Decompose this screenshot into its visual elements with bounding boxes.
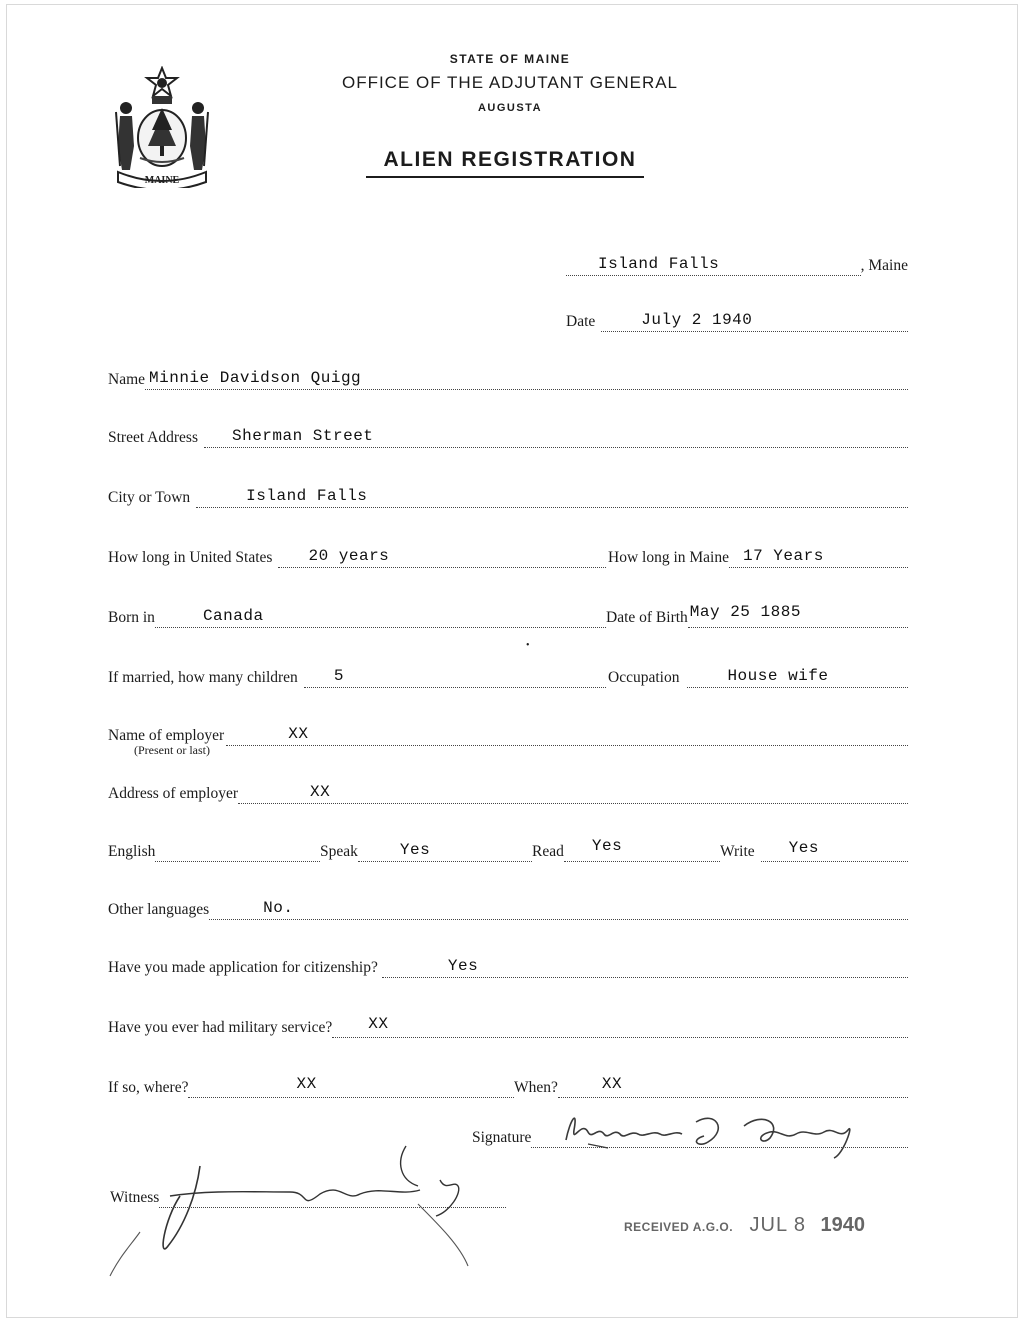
languages-label: Other languages — [108, 901, 210, 918]
witness-label: Witness — [110, 1189, 160, 1206]
city-label: City or Town — [108, 489, 191, 506]
born-label: Born in — [108, 609, 155, 626]
seal-label: MAINE — [144, 175, 180, 186]
military-row — [108, 1010, 908, 1038]
date-label: Date — [566, 313, 596, 330]
office-heading: OFFICE OF THE ADJUTANT GENERAL — [341, 73, 679, 92]
name-field[interactable] — [145, 367, 908, 390]
dob-value: May 25 1885 — [689, 603, 801, 621]
form-title: ALIEN REGISTRATION — [383, 148, 637, 171]
ink-dot: • — [526, 640, 530, 651]
where-row — [108, 1070, 514, 1098]
languages-row — [108, 892, 908, 920]
employer-address-row — [108, 776, 908, 804]
signature-label: Signature — [472, 1129, 532, 1146]
employer-row — [108, 718, 908, 746]
date-row — [566, 304, 908, 332]
us-duration-row — [108, 540, 606, 568]
write-label: Write — [720, 843, 755, 860]
children-row — [108, 660, 606, 688]
when-value: XX — [601, 1075, 623, 1093]
stamp-received: RECEIVED A.G.O. — [624, 1220, 734, 1234]
name-value: Minnie Davidson Quigg — [149, 369, 362, 387]
citizenship-row — [108, 950, 908, 978]
when-field[interactable] — [558, 1075, 908, 1098]
write-value: Yes — [788, 839, 819, 857]
children-value: 5 — [333, 667, 344, 685]
write-field[interactable] — [761, 839, 908, 862]
english-row — [108, 834, 320, 862]
employer-field[interactable] — [226, 723, 908, 746]
write-row — [720, 834, 908, 862]
born-field[interactable] — [155, 605, 606, 628]
signature-image — [548, 1100, 868, 1164]
children-field[interactable] — [304, 665, 606, 688]
date-field[interactable] — [601, 309, 908, 332]
languages-value: No. — [263, 899, 294, 917]
received-stamp — [624, 1214, 865, 1237]
children-label: If married, how many children — [108, 669, 298, 686]
military-label: Have you ever had military service? — [108, 1019, 333, 1036]
born-value: Canada — [202, 607, 264, 625]
us-duration-label: How long in United States — [108, 549, 273, 566]
street-value: Sherman Street — [231, 427, 374, 445]
speak-label: Speak — [320, 843, 358, 860]
where-value: XX — [296, 1075, 317, 1093]
read-label: Read — [532, 843, 564, 860]
maine-duration-row — [608, 540, 908, 568]
stamp-date: JUL 8 — [749, 1214, 807, 1236]
citizenship-label: Have you made application for citizenship? — [108, 959, 378, 976]
employer-address-label: Address of employer — [108, 785, 238, 802]
dob-field[interactable] — [688, 605, 908, 628]
dob-label: Date of Birth — [606, 609, 688, 626]
english-label: English — [108, 843, 156, 860]
read-field[interactable] — [564, 839, 720, 862]
name-row — [108, 362, 908, 390]
stamp-year: 1940 — [820, 1214, 865, 1236]
military-value: XX — [368, 1015, 389, 1033]
maine-duration-label: How long in Maine — [608, 549, 729, 566]
city-value: Island Falls — [246, 487, 368, 505]
read-value: Yes — [591, 837, 623, 855]
place-value: Island Falls — [598, 255, 720, 273]
name-label: Name — [108, 371, 146, 388]
us-duration-value: 20 years — [308, 547, 390, 565]
place-field[interactable] — [566, 253, 861, 276]
employer-value: XX — [288, 725, 309, 743]
when-label: When? — [514, 1079, 558, 1096]
military-field[interactable] — [332, 1015, 908, 1038]
english-field — [155, 839, 320, 862]
when-row — [514, 1070, 908, 1098]
street-label: Street Address — [108, 429, 198, 446]
languages-field[interactable] — [209, 897, 908, 920]
us-duration-field[interactable] — [278, 545, 606, 568]
read-row — [532, 834, 720, 862]
place-suffix: , Maine — [860, 257, 908, 274]
state-heading: STATE OF MAINE — [449, 52, 571, 66]
employer-address-value: XX — [310, 783, 331, 801]
born-row — [108, 600, 606, 628]
where-field[interactable] — [188, 1075, 514, 1098]
speak-field[interactable] — [358, 839, 532, 862]
citizenship-value: Yes — [447, 957, 479, 975]
citizenship-field[interactable] — [382, 955, 908, 978]
employer-sublabel: (Present or last) — [134, 743, 210, 757]
title-underline — [366, 176, 644, 178]
occupation-value: House wife — [727, 667, 829, 685]
occupation-field[interactable] — [687, 665, 908, 688]
date-value: July 2 1940 — [641, 311, 753, 329]
dob-row — [606, 600, 908, 628]
speak-value: Yes — [399, 841, 431, 859]
maine-duration-value: 17 Years — [742, 547, 824, 565]
street-field[interactable] — [204, 425, 908, 448]
maine-duration-field[interactable] — [729, 545, 908, 568]
occupation-row — [608, 660, 908, 688]
state-seal-icon — [108, 66, 216, 188]
employer-label: Name of employer — [108, 727, 225, 744]
street-row — [108, 420, 908, 448]
place-row — [566, 248, 908, 276]
witness-signature-image — [100, 1136, 530, 1286]
city-field[interactable] — [196, 485, 908, 508]
speak-row — [320, 834, 532, 862]
employer-address-field[interactable] — [238, 781, 908, 804]
where-label: If so, where? — [108, 1079, 189, 1096]
city-heading: AUGUSTA — [477, 102, 543, 114]
city-row — [108, 480, 908, 508]
occupation-label: Occupation — [608, 669, 680, 686]
